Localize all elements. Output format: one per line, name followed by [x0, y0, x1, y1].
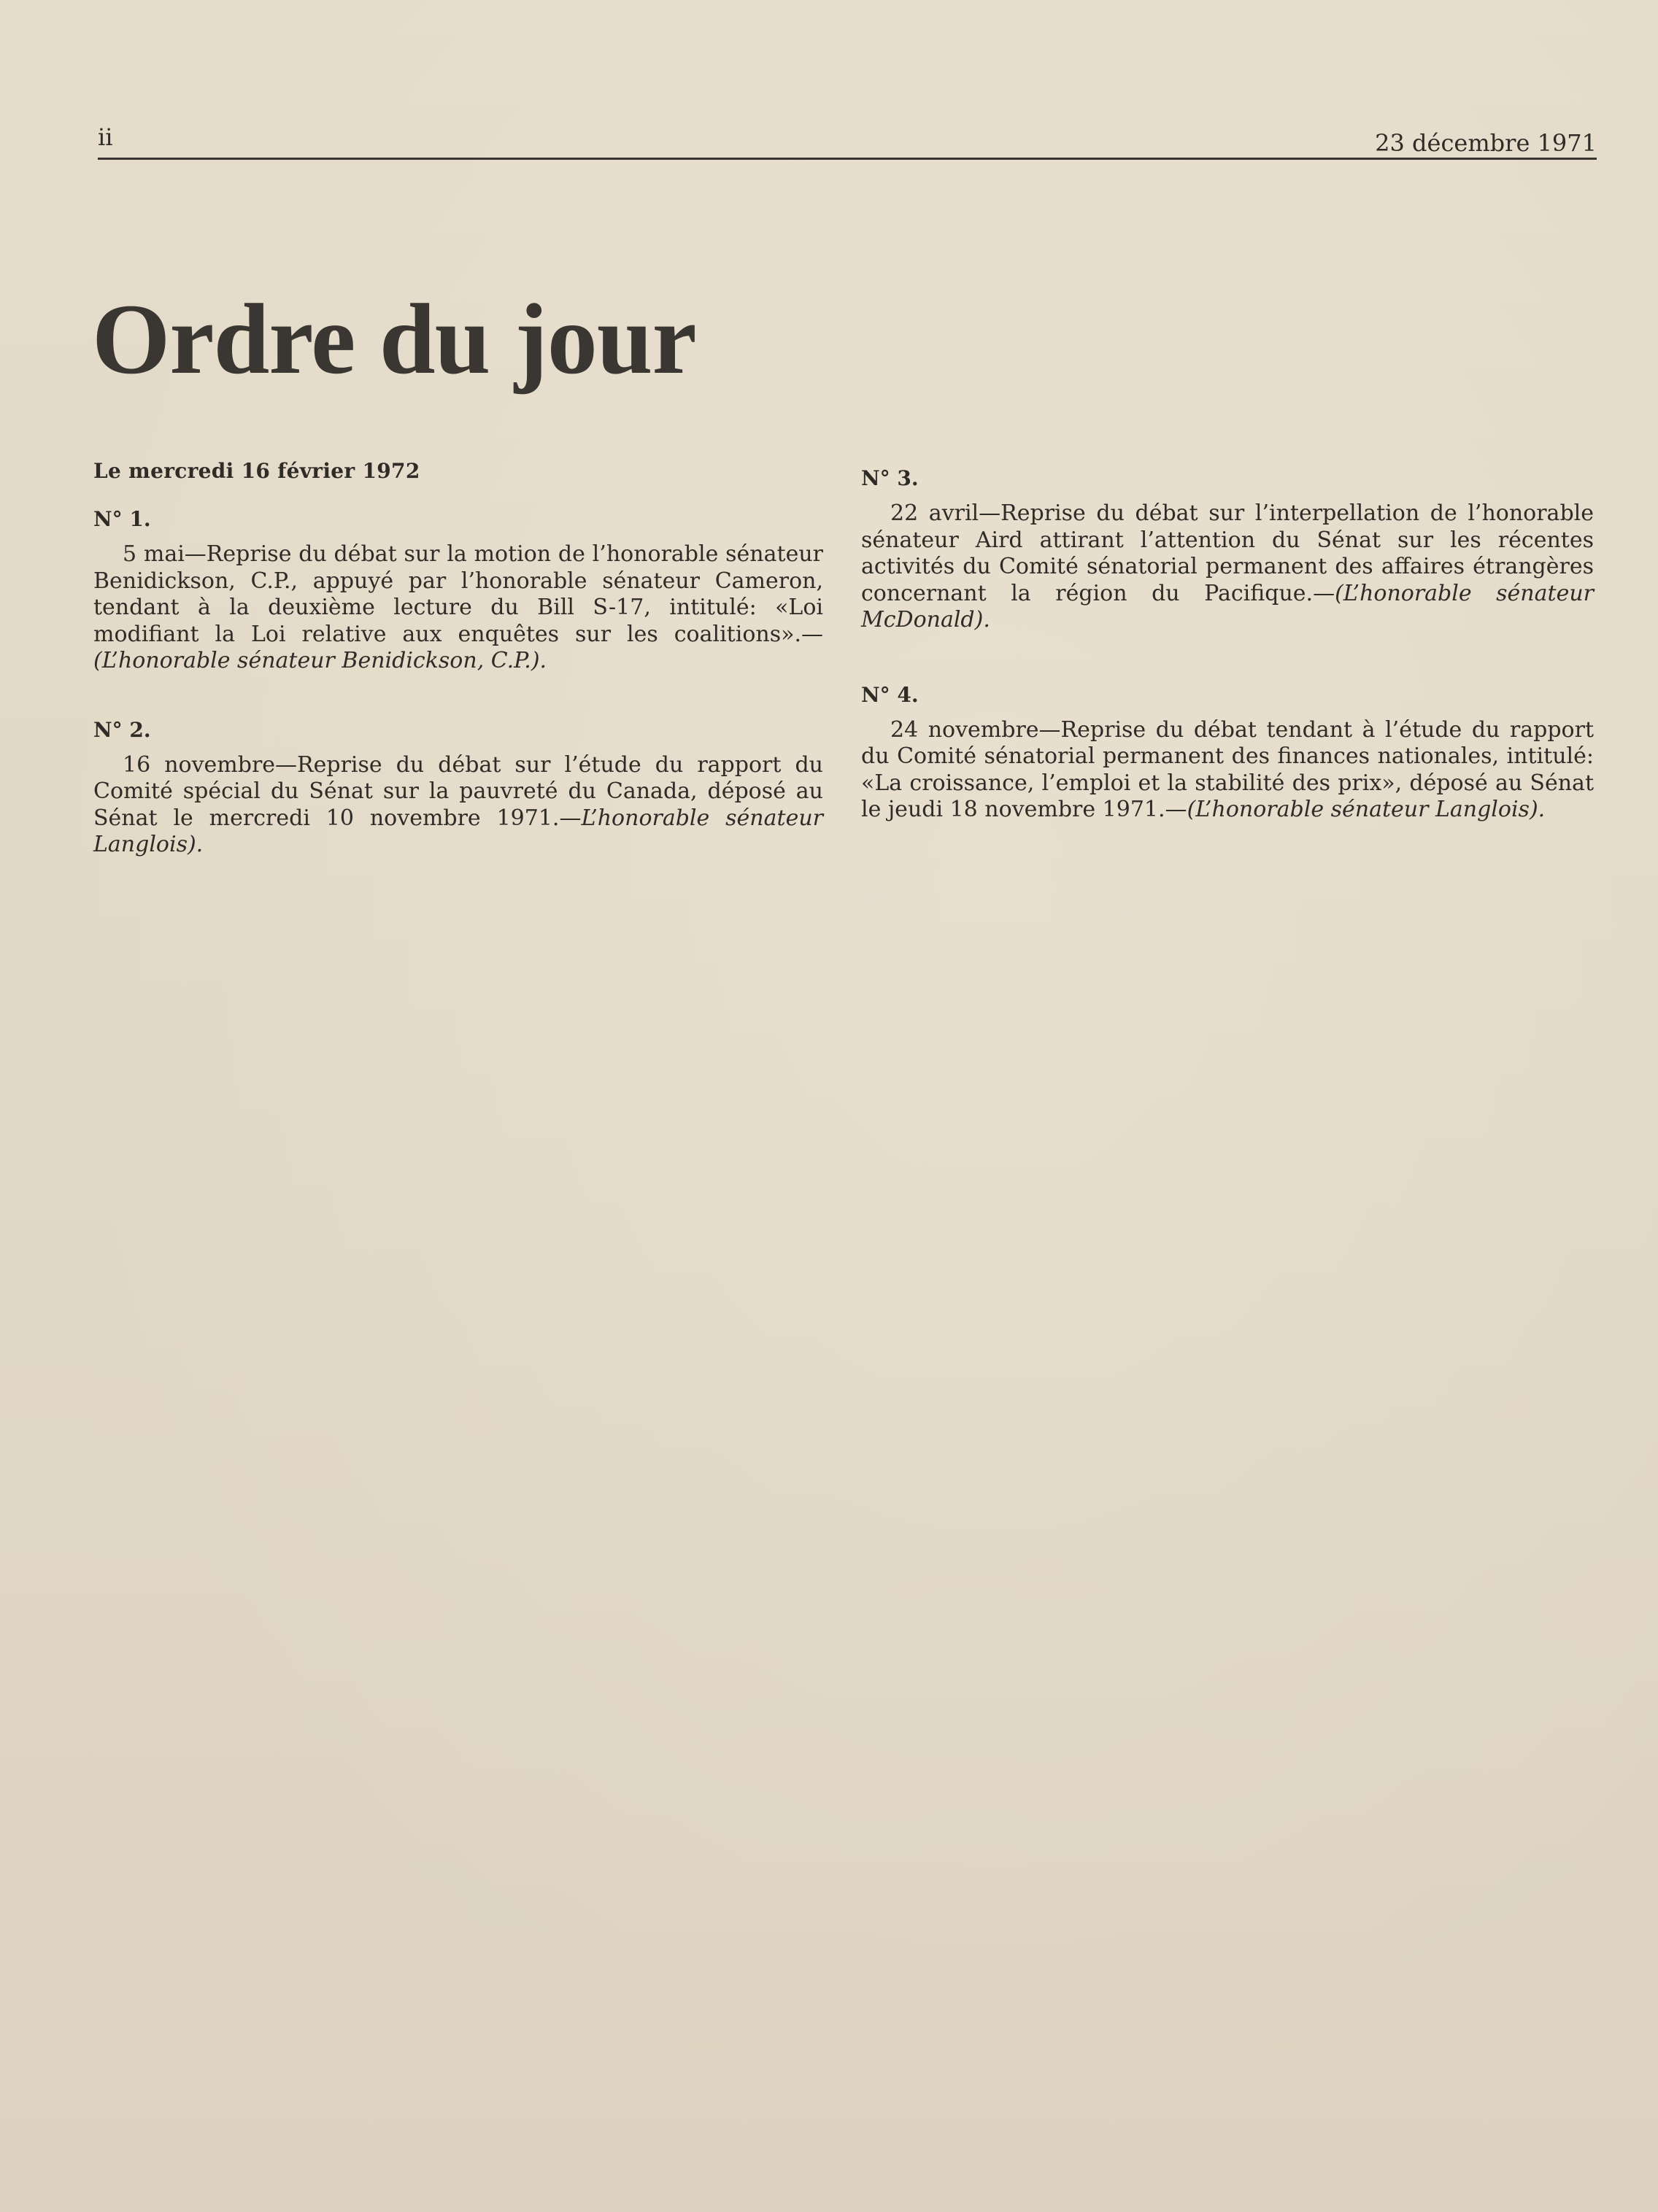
- left-column: [93, 458, 823, 901]
- item-author: (L’honorable sénateur McDonald).: [861, 580, 1594, 633]
- order-item-2: [93, 717, 823, 859]
- item-number: N° 4.: [861, 682, 919, 707]
- item-text: [93, 752, 823, 859]
- order-item-4: [861, 682, 1594, 824]
- header-date: 23 décembre 1971: [1375, 129, 1597, 157]
- item-author: (L’honorable sénateur Benidickson, C.P.).: [93, 648, 547, 673]
- item-body: 22 avril—Reprise du débat sur l’interpellation de l’honorable sénateur Aird attirant l’attention du Sénat sur les récentes activités du Comité sénatorial permanent des affaires étrangères concernant la région du Pacifique.—: [861, 500, 1594, 606]
- item-author: L’honorable sénateur Langlois).: [93, 805, 823, 857]
- item-number: N° 1.: [93, 507, 151, 531]
- header-rule: [98, 158, 1597, 160]
- item-body: 5 mai—Reprise du débat sur la motion de l’honorable sénateur Benidickson, C.P., appuyé par l’honorable sénateur Cameron, tendant à la deuxième lecture du Bill S-17, intitulé: «Loi modifiant la Loi relative aux enquêtes sur les coalitions».—: [93, 541, 823, 647]
- running-header: [98, 117, 1597, 168]
- order-item-1: [93, 506, 823, 675]
- right-column: [861, 465, 1594, 872]
- sitting-date: Le mercredi 16 février 1972: [93, 459, 420, 483]
- item-text: [861, 500, 1594, 634]
- item-number: N° 3.: [861, 466, 919, 490]
- item-text: [861, 717, 1594, 824]
- item-text: [93, 541, 823, 675]
- item-body: 24 novembre—Reprise du débat tendant à l’étude du rapport du Comité sénatorial permanent des finances nationales, intitulé: «La croissance, l’emploi et la stabilité des prix», déposé au Sénat le jeudi 18 novembre 1971.—: [861, 716, 1594, 822]
- item-author: (L’honorable sénateur Langlois).: [1187, 797, 1546, 822]
- page-title: Ordre du jour: [92, 283, 696, 395]
- item-number: N° 2.: [93, 717, 151, 742]
- page-number: ii: [98, 123, 113, 151]
- order-item-3: [861, 465, 1594, 634]
- item-body: 16 novembre—Reprise du débat sur l’étude du rapport du Comité spécial du Sénat sur la pauvreté du Canada, déposé au Sénat le mercredi 10 novembre 1971.—: [93, 751, 823, 831]
